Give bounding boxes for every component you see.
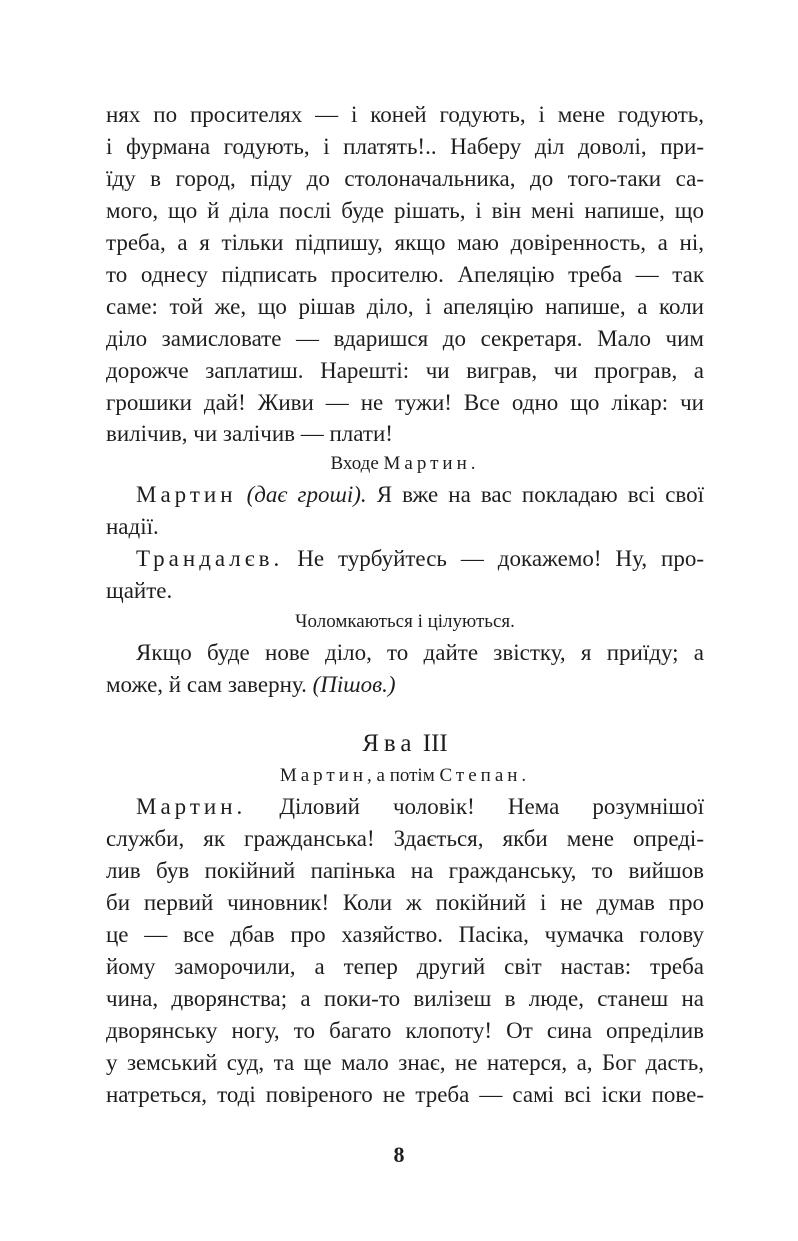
scene-word: Ява bbox=[362, 730, 417, 757]
text-line: лив був покійний папінька на гражданську, то вийшов bbox=[106, 858, 704, 883]
text-line: треба, а я тільки підпишу, якщо маю довіренность, а ні, bbox=[106, 230, 704, 255]
text-line: дорожче заплатиш. Нарешті: чи виграв, чи програв, а bbox=[106, 358, 704, 383]
scene-heading bbox=[106, 727, 704, 761]
text-line: дворянську ногу, то багато клопоту! От сина опреділив bbox=[106, 1018, 704, 1043]
text-line: у земський суд, та ще мало знає, не натерся, а, Бог дасть, bbox=[106, 1050, 704, 1075]
speaker-name: Трандалєв. bbox=[136, 546, 284, 571]
speech-martyn-monologue bbox=[106, 791, 704, 1111]
speech-text: може, й сам заверну. bbox=[106, 672, 313, 697]
speech-text: Не турбуйтесь — докажемо! Ну, про- bbox=[283, 546, 704, 571]
page-number: 8 bbox=[393, 1142, 405, 1167]
scene-number: III bbox=[422, 730, 448, 757]
text-line bbox=[106, 479, 704, 511]
text-line: нях по просителях — і коней годують, і мене годують, bbox=[106, 102, 704, 127]
character-name: Мартин. bbox=[383, 453, 480, 474]
stage-text: Входе bbox=[330, 453, 384, 474]
stage-direction: (Пішов.) bbox=[312, 672, 396, 697]
speech-trandalev-continued bbox=[106, 637, 704, 701]
text-line: натреться, тоді повіреного не треба — самі всі іски пове- bbox=[106, 1082, 704, 1107]
text-line bbox=[106, 791, 704, 823]
speaker-name: Мартин. bbox=[136, 794, 247, 819]
text-line: грошики дай! Живи — не тужи! Все одно що лікар: чи bbox=[106, 390, 704, 415]
scene-cast bbox=[106, 761, 704, 791]
speech-trandalev bbox=[106, 543, 704, 607]
stage-direction-kiss: Чоломкаються і цілуються. bbox=[295, 611, 515, 632]
text-line: вилічив, чи залічив — плати! bbox=[106, 421, 393, 446]
text-line: діло замисловате — вдаришся до секретаря. Мало чим bbox=[106, 326, 704, 351]
speech-text: Я вже на вас покладаю всі свої bbox=[366, 482, 704, 507]
text-line: саме: той же, що рішав діло, і апеляцію напише, а коли bbox=[106, 294, 704, 319]
stage-direction: (дає гроші). bbox=[246, 482, 367, 507]
text-line: надії. bbox=[106, 514, 159, 539]
text-line: це — все дбав про хазяйство. Пасіка, чумачка голову bbox=[106, 922, 704, 947]
paragraph-continuation bbox=[106, 99, 704, 449]
text-line: і фурмана годують, і платять!.. Наберу діл доволі, при- bbox=[106, 134, 704, 159]
text-line: їду в город, піду до столоначальника, до того-таки са- bbox=[106, 166, 704, 191]
page-body bbox=[106, 99, 704, 1111]
text-line: би первий чиновник! Коли ж покійний і не думав про bbox=[106, 890, 704, 915]
speech-martyn bbox=[106, 479, 704, 543]
text-line: мого, що й діла послі буде рішать, і він мені напише, що bbox=[106, 198, 704, 223]
text-line: Якщо буде нове діло, то дайте звістку, я приїду; а bbox=[136, 640, 704, 665]
cast-connector: , а потім bbox=[367, 765, 440, 786]
text-line: щайте. bbox=[106, 578, 173, 603]
character-name: Мартин bbox=[279, 765, 368, 786]
text-line: йому заморочили, а тепер другий світ настав: треба bbox=[106, 954, 704, 979]
character-name: Степан. bbox=[439, 765, 531, 786]
speech-text: Діловий чоловік! Нема розумнішої bbox=[246, 794, 704, 819]
speaker-name: Мартин bbox=[136, 482, 237, 507]
text-line bbox=[106, 543, 704, 575]
text-line: чина, дворянства; а поки-то вилізеш в люде, станеш на bbox=[106, 986, 704, 1011]
stage-direction-enters bbox=[106, 449, 704, 479]
text-line: служби, як гражданська! Здається, якби мене опреді- bbox=[106, 826, 704, 851]
text-line bbox=[106, 669, 704, 701]
text-line: то однесу підписать просителю. Апеляцію треба — так bbox=[106, 262, 704, 287]
